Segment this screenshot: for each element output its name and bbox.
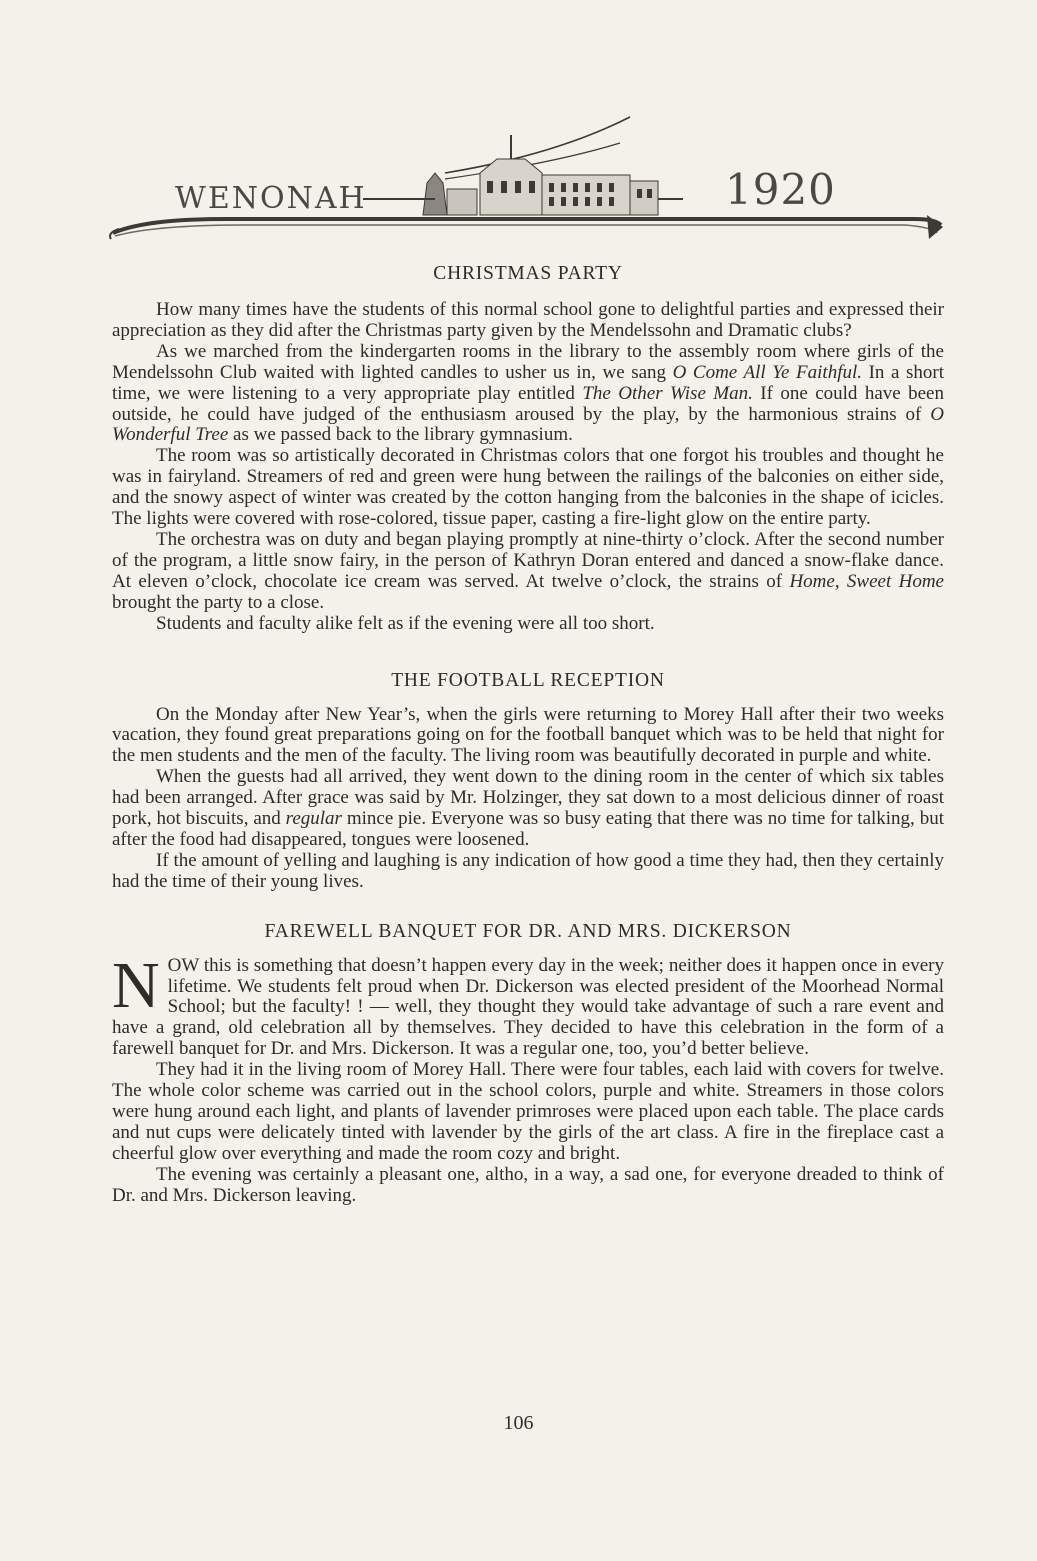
page-number: 106 (503, 1412, 534, 1434)
text-run: In a short time, we were listening to a very appropriate play entitled (112, 361, 944, 404)
italic-title: regular (285, 808, 342, 830)
text-run: mince pie. Everyone was so busy eating that there was no time for talking, but after the food had disappeared, tongues were loosened. (112, 808, 944, 850)
text-run: The room was so artistically decorated in Christmas colors that one forgot his troubles and thought he was in fairyland. Streamers of red and green were hung between the railings of the balconies on either side, and the snowy aspect of winter was created by the cotton hanging from the balconies in the shape of icicles. The lights were covered with rose-colored, tissue paper, casting a fire-light glow on the entire party. (112, 445, 944, 530)
italic-title: The Other Wise Man. (582, 382, 753, 404)
paragraph (112, 948, 944, 1061)
italic-title: O Wonderful Tree (112, 403, 944, 446)
paragraph (112, 614, 944, 635)
italic-title: Home, Sweet Home (789, 570, 944, 592)
text-run: The evening was certainly a pleasant one, altho, in a way, a sad one, for everyone dreaded to think of Dr. and Mrs. Dickerson leaving. (112, 1163, 944, 1206)
paragraph (112, 705, 944, 768)
text-run: If one could have been outside, he could have judged of the enthusiasm aroused by the play, by the harmonious strains of (112, 382, 944, 425)
italic-title: O Come All Ye Faithful. (672, 361, 863, 383)
text-run: If the amount of yelling and laughing is any indication of how good a time they had, then they certainly had the time of their young lives. (112, 849, 944, 892)
section-heading: THE FOOTBALL RECEPTION (391, 669, 665, 691)
masthead-title: WENONAH (175, 181, 367, 216)
masthead-year: 1920 (725, 165, 836, 214)
header-banner (105, 115, 945, 250)
section-heading: CHRISTMAS PARTY (433, 263, 623, 284)
text-run: brought the party to a close. (112, 591, 325, 613)
text-run: as we passed back to the library gymnasium. (228, 424, 573, 446)
paragraph (112, 851, 944, 893)
text-run: As we marched from the kindergarten rooms in the library to the assembly room where girls of the Mendelssohn Club waited with lighted candles to usher us in, we sang (112, 340, 944, 383)
paragraph (112, 530, 944, 614)
text-run: On the Monday after New Year’s, when the girls were returning to Morey Hall after their two weeks vacation, they found great preparations going on for the football banquet which was to be held that night for the men students and the men of the faculty. The living room was beautifully decorated in purple and white. (112, 703, 944, 767)
text-run: OW this is something that doesn’t happen every day in the week; neither does it happen once in every lifetime. We students felt proud when Dr. Dickerson was elected president of the Moorhead Normal School; but the faculty! ! — well, they thought they would take advantage of such a rare event and have a grand, old celebration all by themselves. They decided to have this celebration in the form of a farewell banquet for Dr. and Mrs. Dickerson. It was a regular one, too, you’d better believe. (112, 954, 944, 1060)
paragraph (112, 342, 944, 447)
paragraph (112, 1060, 944, 1165)
text-run: The orchestra was on duty and began playing promptly at nine-thirty o’clock. After the second number of the program, a little snow fairy, in the person of Kathryn Doran entered and danced a snow-flake dance. At eleven o’clock, chocolate ice cream was served. At twelve o’clock, the strains of (112, 528, 944, 592)
text-run: Students and faculty alike felt as if the evening were all too short. (156, 612, 655, 634)
section-heading: FAREWELL BANQUET FOR DR. AND MRS. DICKERSON (264, 920, 792, 942)
paragraph (112, 1165, 944, 1207)
text-run: When the guests had all arrived, they went down to the dining room in the center of which six tables had been arranged. After grace was said by Mr. Holzinger, they sat down to a most delicious dinner of roast pork, hot biscuits, and (112, 766, 944, 830)
paragraph (112, 300, 944, 342)
article-body (112, 262, 944, 1207)
drop-cap: N (112, 948, 160, 1022)
text-run: How many times have the students of this normal school gone to delightful parties and expressed their appreciation as they did after the Christmas party given by the Mendelssohn and Dramatic clubs? (112, 299, 944, 341)
paragraph (112, 446, 944, 530)
text-run: They had it in the living room of Morey Hall. There were four tables, each laid with covers for twelve. The whole color scheme was carried out in the school colors, purple and white. Streamers in those colors were hung around each light, and plants of lavender primroses were placed upon each table. The place cards and nut cups were delicately tinted with lavender by the girls of the art class. A fire in the fireplace cast a cheerful glow over everything and made the room cozy and bright. (112, 1059, 944, 1164)
paragraph (112, 767, 944, 851)
